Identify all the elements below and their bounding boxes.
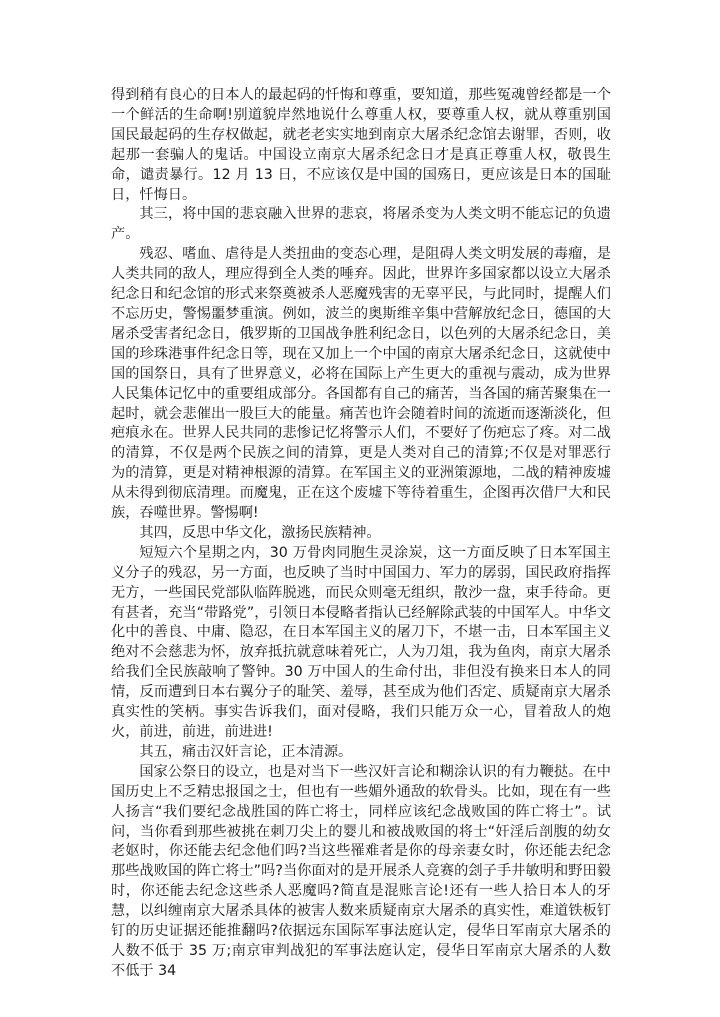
section-heading-three: 其三，将中国的悲哀融入世界的悲哀，将屠杀变为人类文明不能忘记的负遗产。 — [111, 206, 611, 243]
section-heading-five: 其五，痛击汉奸言论，正本清源。 — [139, 743, 353, 760]
paragraph-continuation: 得到稍有良心的日本人的最起码的忏悔和尊重，要知道，那些冤魂曾经都是一个一个鲜活的生命啊!别道貌岸然地说什么尊重人权，要尊重人权，就从尊重别国国民最起码的生存权做起，就老老实实地到南京大屠杀纪念馆去谢罪，否则，收起那一套骗人的鬼话。中国设立南京大屠杀纪念日才是真正尊重人权，敬畏生命，谴责暴行。12 月 13 日，不应该仅是中国的国殇日，更应该是日本的国耻日，忏悔日。 — [111, 87, 611, 203]
paragraph-body: 短短六个星期之内，30 万骨肉同胞生灵涂炭，这一方面反映了日本军国主义分子的残忍，另一方面，也反映了当时中国国力、军力的孱弱，国民政府指挥无方，一些国民党部队临阵脱逃，而民众则毫无组织，散沙一盘，束手待命。更有甚者，充当“带路党”，引领日本侵略者指认已经解除武装的中国军人。中华文化中的善良、中庸、隐忍，在日本军国主义的屠刀下，不堪一击，日本军国主义绝对不会慈悲为怀，放弃抵抗就意味着死亡，人为刀俎，我为鱼肉，南京大屠杀给我们全民族敲响了警钟。30 万中国人的生命付出，非但没有换来日本人的同情，反而遭到日本右翼分子的耻笑、羞辱，甚至成为他们否定、质疑南京大屠杀真实性的笑柄。事实告诉我们，面对侵略，我们只能万众一心，冒着敌人的炮火，前进，前进，前进进! — [111, 544, 611, 740]
section-heading-four: 其四，反思中华文化，激扬民族精神。 — [139, 524, 381, 541]
paragraph-body: 国家公祭日的设立，也是对当下一些汉奸言论和糊涂认识的有力鞭挞。在中国历史上不乏精忠报国之士，但也有一些媚外通敌的软骨头。比如，现在有一些人扬言“我们要纪念战胜国的阵亡将士，同样应该纪念战败国的阵亡将士”。试问，当你看到那些被挑在刺刀尖上的婴儿和被战败国的将士“奸淫后剖腹的幼女老妪时，你还能去纪念他们吗?当这些罹难者是你的母亲妻女时，你还能去纪念那些战败国的阵亡将士”吗?当你面对的是开展杀人竞赛的刽子手井敏明和野田毅时，你还能去纪念这些杀人恶魔吗?简直是混账言论!还有一些人拾日本人的牙慧，以纠缠南京大屠杀具体的被害人数来质疑南京大屠杀的真实性，难道铁板钉钉的历史证据还能推翻吗?依据远东国际军事法庭认定，侵华日军南京大屠杀的人数不低于 35 万;南京审判战犯的军事法庭认定，侵华日军南京大屠杀的人数不低于 34 — [111, 763, 611, 979]
paragraph-body: 残忍、嗜血、虐待是人类扭曲的变态心理，是阻碍人类文明发展的毒瘤，是人类共同的敌人，理应得到全人类的唾弃。因此，世界许多国家都以设立大屠杀纪念日和纪念馆的形式来祭奠被杀人恶魔残害的无辜平民，与此同时，提醒人们不忘历史，警惕噩梦重演。例如，波兰的奥斯维辛集中营解放纪念日，德国的大屠杀受害者纪念日，俄罗斯的卫国战争胜利纪念日，以色列的大屠杀纪念日，美国的珍珠港事件纪念日等，现在又加上一个中国的南京大屠杀纪念日，这就使中国的国祭日，具有了世界意义，必将在国际上产生更大的重视与震动，成为世界人民集体记忆中的重要组成部分。各国都有自己的痛苦，当各国的痛苦聚集在一起时，就会悲催出一股巨大的能量。痛苦也许会随着时间的流逝而逐渐淡化，但疤痕永在。世界人民共同的悲惨记忆将警示人们，不要好了伤疤忘了疼。对二战的清算，不仅是两个民族之间的清算，更是人类对自己的清算;不仅是对罪恶行为的清算，更是对精神根源的清算。在军国主义的亚洲策源地，二战的精神废墟从未得到彻底清理。而魔鬼，正在这个废墟下等待着重生，企图再次借尸大和民族，吞噬世界。警惕啊! — [111, 246, 611, 522]
document-body — [111, 86, 611, 982]
